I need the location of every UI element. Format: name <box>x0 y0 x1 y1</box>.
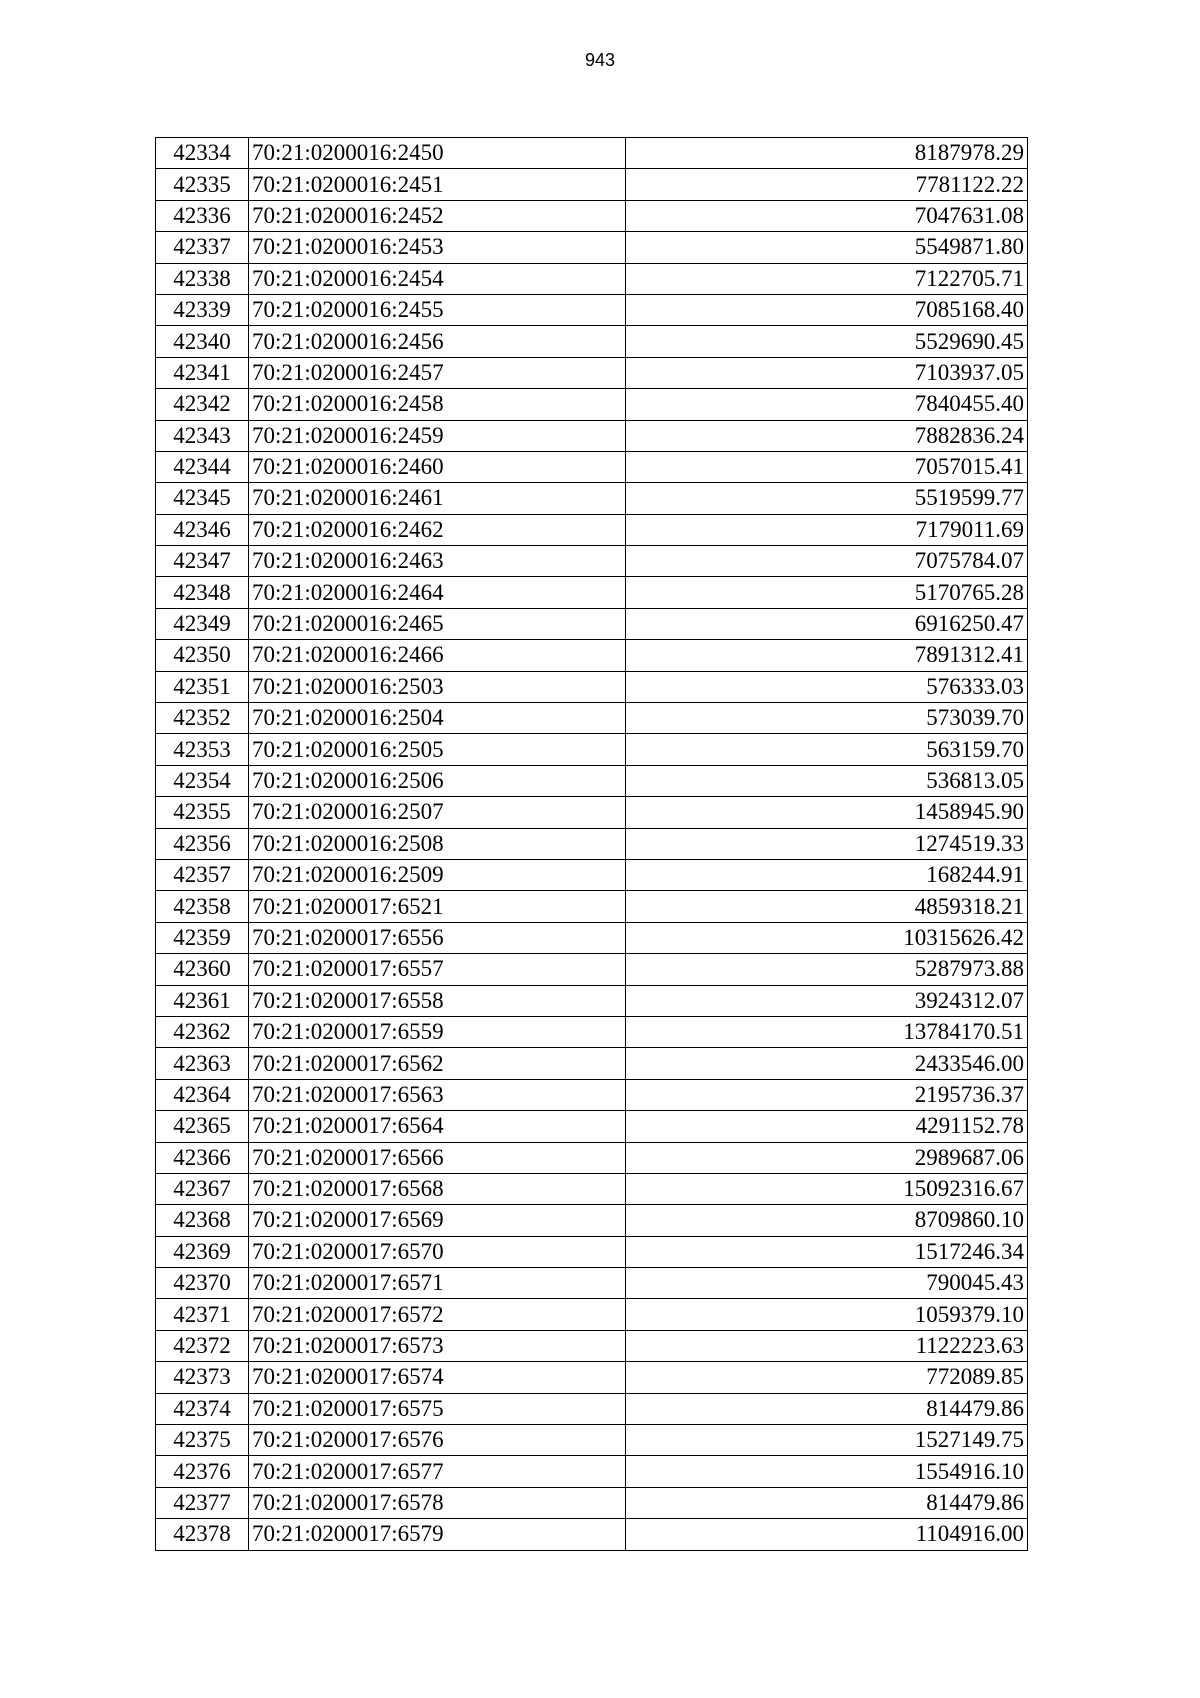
row-number-cell: 42355 <box>156 797 249 828</box>
table-row <box>156 357 1028 388</box>
cadastral-value-cell: 168244.91 <box>626 859 1028 890</box>
cadastral-number-cell: 70:21:0200017:6559 <box>249 1016 626 1047</box>
cadastral-number-cell: 70:21:0200017:6564 <box>249 1111 626 1142</box>
cadastral-number-cell: 70:21:0200017:6575 <box>249 1393 626 1424</box>
table-row <box>156 671 1028 702</box>
table-row <box>156 420 1028 451</box>
cadastral-number-cell: 70:21:0200016:2454 <box>249 263 626 294</box>
cadastral-number-cell: 70:21:0200017:6570 <box>249 1236 626 1267</box>
cadastral-number-cell: 70:21:0200017:6563 <box>249 1079 626 1110</box>
cadastral-value-cell: 5519599.77 <box>626 483 1028 514</box>
table-row <box>156 765 1028 796</box>
cadastral-value-cell: 1122223.63 <box>626 1330 1028 1361</box>
row-number-cell: 42334 <box>156 138 249 169</box>
cadastral-number-cell: 70:21:0200017:6562 <box>249 1048 626 1079</box>
row-number-cell: 42361 <box>156 985 249 1016</box>
cadastral-value-cell: 4291152.78 <box>626 1111 1028 1142</box>
row-number-cell: 42368 <box>156 1205 249 1236</box>
table-row <box>156 1425 1028 1456</box>
cadastral-number-cell: 70:21:0200017:6574 <box>249 1362 626 1393</box>
cadastral-value-cell: 13784170.51 <box>626 1016 1028 1047</box>
table-row <box>156 734 1028 765</box>
table-row <box>156 389 1028 420</box>
table-row <box>156 232 1028 263</box>
cadastral-value-cell: 8187978.29 <box>626 138 1028 169</box>
cadastral-value-cell: 3924312.07 <box>626 985 1028 1016</box>
cadastral-value-cell: 7122705.71 <box>626 263 1028 294</box>
table-row <box>156 138 1028 169</box>
table-row <box>156 1362 1028 1393</box>
cadastral-value-cell: 1274519.33 <box>626 828 1028 859</box>
row-number-cell: 42369 <box>156 1236 249 1267</box>
row-number-cell: 42344 <box>156 451 249 482</box>
cadastral-value-cell: 5549871.80 <box>626 232 1028 263</box>
cadastral-number-cell: 70:21:0200016:2458 <box>249 389 626 420</box>
cadastral-value-cell: 1458945.90 <box>626 797 1028 828</box>
cadastral-value-cell: 4859318.21 <box>626 891 1028 922</box>
row-number-cell: 42335 <box>156 169 249 200</box>
row-number-cell: 42337 <box>156 232 249 263</box>
cadastral-number-cell: 70:21:0200017:6573 <box>249 1330 626 1361</box>
cadastral-value-cell: 1517246.34 <box>626 1236 1028 1267</box>
row-number-cell: 42345 <box>156 483 249 514</box>
table-row <box>156 1173 1028 1204</box>
row-number-cell: 42360 <box>156 954 249 985</box>
cadastral-number-cell: 70:21:0200016:2455 <box>249 294 626 325</box>
row-number-cell: 42336 <box>156 200 249 231</box>
cadastral-number-cell: 70:21:0200017:6566 <box>249 1142 626 1173</box>
cadastral-value-cell: 5529690.45 <box>626 326 1028 357</box>
cadastral-number-cell: 70:21:0200016:2505 <box>249 734 626 765</box>
cadastral-number-cell: 70:21:0200017:6557 <box>249 954 626 985</box>
row-number-cell: 42346 <box>156 514 249 545</box>
cadastral-value-cell: 563159.70 <box>626 734 1028 765</box>
table-row <box>156 859 1028 890</box>
cadastral-number-cell: 70:21:0200016:2507 <box>249 797 626 828</box>
cadastral-value-cell: 2433546.00 <box>626 1048 1028 1079</box>
table-row <box>156 1299 1028 1330</box>
cadastral-value-cell: 536813.05 <box>626 765 1028 796</box>
row-number-cell: 42374 <box>156 1393 249 1424</box>
cadastral-number-cell: 70:21:0200017:6576 <box>249 1425 626 1456</box>
row-number-cell: 42350 <box>156 640 249 671</box>
cadastral-value-cell: 7057015.41 <box>626 451 1028 482</box>
cadastral-value-cell: 1104916.00 <box>626 1519 1028 1550</box>
cadastral-number-cell: 70:21:0200016:2452 <box>249 200 626 231</box>
row-number-cell: 42352 <box>156 703 249 734</box>
row-number-cell: 42354 <box>156 765 249 796</box>
cadastral-number-cell: 70:21:0200016:2450 <box>249 138 626 169</box>
cadastral-value-cell: 7882836.24 <box>626 420 1028 451</box>
table-row <box>156 1111 1028 1142</box>
cadastral-number-cell: 70:21:0200017:6571 <box>249 1268 626 1299</box>
row-number-cell: 42375 <box>156 1425 249 1456</box>
cadastral-number-cell: 70:21:0200016:2456 <box>249 326 626 357</box>
cadastral-value-cell: 1554916.10 <box>626 1456 1028 1487</box>
table-row <box>156 1048 1028 1079</box>
cadastral-number-cell: 70:21:0200017:6577 <box>249 1456 626 1487</box>
cadastral-number-cell: 70:21:0200016:2508 <box>249 828 626 859</box>
row-number-cell: 42367 <box>156 1173 249 1204</box>
cadastral-value-cell: 7047631.08 <box>626 200 1028 231</box>
row-number-cell: 42356 <box>156 828 249 859</box>
page-number: 943 <box>584 50 616 70</box>
table-row <box>156 514 1028 545</box>
table-row <box>156 169 1028 200</box>
cadastral-value-cell: 8709860.10 <box>626 1205 1028 1236</box>
cadastral-value-cell: 2195736.37 <box>626 1079 1028 1110</box>
row-number-cell: 42371 <box>156 1299 249 1330</box>
cadastral-value-cell: 814479.86 <box>626 1393 1028 1424</box>
cadastral-value-table <box>155 137 1028 1551</box>
cadastral-number-cell: 70:21:0200016:2504 <box>249 703 626 734</box>
row-number-cell: 42365 <box>156 1111 249 1142</box>
cadastral-number-cell: 70:21:0200016:2509 <box>249 859 626 890</box>
cadastral-number-cell: 70:21:0200016:2503 <box>249 671 626 702</box>
cadastral-value-cell: 1059379.10 <box>626 1299 1028 1330</box>
row-number-cell: 42364 <box>156 1079 249 1110</box>
cadastral-number-cell: 70:21:0200016:2462 <box>249 514 626 545</box>
row-number-cell: 42342 <box>156 389 249 420</box>
cadastral-value-cell: 7103937.05 <box>626 357 1028 388</box>
cadastral-number-cell: 70:21:0200017:6556 <box>249 922 626 953</box>
cadastral-value-cell: 5170765.28 <box>626 577 1028 608</box>
table-row <box>156 703 1028 734</box>
cadastral-value-cell: 790045.43 <box>626 1268 1028 1299</box>
cadastral-number-cell: 70:21:0200016:2459 <box>249 420 626 451</box>
row-number-cell: 42370 <box>156 1268 249 1299</box>
table-row <box>156 1487 1028 1518</box>
row-number-cell: 42348 <box>156 577 249 608</box>
row-number-cell: 42343 <box>156 420 249 451</box>
cadastral-number-cell: 70:21:0200017:6569 <box>249 1205 626 1236</box>
table-row <box>156 546 1028 577</box>
cadastral-value-cell: 6916250.47 <box>626 608 1028 639</box>
table-row <box>156 828 1028 859</box>
cadastral-value-cell: 814479.86 <box>626 1487 1028 1518</box>
row-number-cell: 42349 <box>156 608 249 639</box>
table-row <box>156 985 1028 1016</box>
cadastral-value-cell: 772089.85 <box>626 1362 1028 1393</box>
cadastral-value-cell: 573039.70 <box>626 703 1028 734</box>
table-body <box>156 138 1028 1551</box>
cadastral-number-cell: 70:21:0200016:2453 <box>249 232 626 263</box>
table-row <box>156 797 1028 828</box>
cadastral-number-cell: 70:21:0200016:2461 <box>249 483 626 514</box>
table-row <box>156 1236 1028 1267</box>
row-number-cell: 42373 <box>156 1362 249 1393</box>
row-number-cell: 42341 <box>156 357 249 388</box>
table-row <box>156 1393 1028 1424</box>
cadastral-number-cell: 70:21:0200016:2465 <box>249 608 626 639</box>
row-number-cell: 42358 <box>156 891 249 922</box>
cadastral-number-cell: 70:21:0200016:2451 <box>249 169 626 200</box>
row-number-cell: 42347 <box>156 546 249 577</box>
row-number-cell: 42339 <box>156 294 249 325</box>
cadastral-value-cell: 1527149.75 <box>626 1425 1028 1456</box>
table-row <box>156 608 1028 639</box>
cadastral-value-cell: 7179011.69 <box>626 514 1028 545</box>
row-number-cell: 42362 <box>156 1016 249 1047</box>
cadastral-value-cell: 576333.03 <box>626 671 1028 702</box>
row-number-cell: 42340 <box>156 326 249 357</box>
cadastral-number-cell: 70:21:0200017:6572 <box>249 1299 626 1330</box>
row-number-cell: 42351 <box>156 671 249 702</box>
cadastral-number-cell: 70:21:0200017:6578 <box>249 1487 626 1518</box>
cadastral-number-cell: 70:21:0200016:2460 <box>249 451 626 482</box>
row-number-cell: 42359 <box>156 922 249 953</box>
cadastral-number-cell: 70:21:0200016:2463 <box>249 546 626 577</box>
cadastral-number-cell: 70:21:0200016:2466 <box>249 640 626 671</box>
cadastral-number-cell: 70:21:0200017:6521 <box>249 891 626 922</box>
row-number-cell: 42366 <box>156 1142 249 1173</box>
row-number-cell: 42377 <box>156 1487 249 1518</box>
table-row <box>156 294 1028 325</box>
cadastral-value-cell: 7891312.41 <box>626 640 1028 671</box>
cadastral-number-cell: 70:21:0200016:2457 <box>249 357 626 388</box>
row-number-cell: 42357 <box>156 859 249 890</box>
row-number-cell: 42376 <box>156 1456 249 1487</box>
table-row <box>156 451 1028 482</box>
cadastral-number-cell: 70:21:0200017:6568 <box>249 1173 626 1204</box>
row-number-cell: 42338 <box>156 263 249 294</box>
cadastral-value-cell: 7840455.40 <box>626 389 1028 420</box>
table-row <box>156 1519 1028 1550</box>
cadastral-value-cell: 10315626.42 <box>626 922 1028 953</box>
row-number-cell: 42363 <box>156 1048 249 1079</box>
table-row <box>156 200 1028 231</box>
cadastral-number-cell: 70:21:0200016:2506 <box>249 765 626 796</box>
table-row <box>156 483 1028 514</box>
table-row <box>156 954 1028 985</box>
cadastral-value-cell: 5287973.88 <box>626 954 1028 985</box>
cadastral-value-cell: 7075784.07 <box>626 546 1028 577</box>
cadastral-value-cell: 15092316.67 <box>626 1173 1028 1204</box>
cadastral-value-cell: 7781122.22 <box>626 169 1028 200</box>
cadastral-number-cell: 70:21:0200016:2464 <box>249 577 626 608</box>
cadastral-value-cell: 7085168.40 <box>626 294 1028 325</box>
table-row <box>156 640 1028 671</box>
table-row <box>156 1330 1028 1361</box>
table-row <box>156 1268 1028 1299</box>
cadastral-number-cell: 70:21:0200017:6558 <box>249 985 626 1016</box>
row-number-cell: 42378 <box>156 1519 249 1550</box>
table-row <box>156 1142 1028 1173</box>
table-row <box>156 891 1028 922</box>
table-row <box>156 263 1028 294</box>
table-row <box>156 326 1028 357</box>
row-number-cell: 42372 <box>156 1330 249 1361</box>
table-row <box>156 1456 1028 1487</box>
table-row <box>156 1079 1028 1110</box>
table-row <box>156 577 1028 608</box>
row-number-cell: 42353 <box>156 734 249 765</box>
cadastral-number-cell: 70:21:0200017:6579 <box>249 1519 626 1550</box>
table-row <box>156 922 1028 953</box>
cadastral-value-cell: 2989687.06 <box>626 1142 1028 1173</box>
table-row <box>156 1016 1028 1047</box>
table-row <box>156 1205 1028 1236</box>
